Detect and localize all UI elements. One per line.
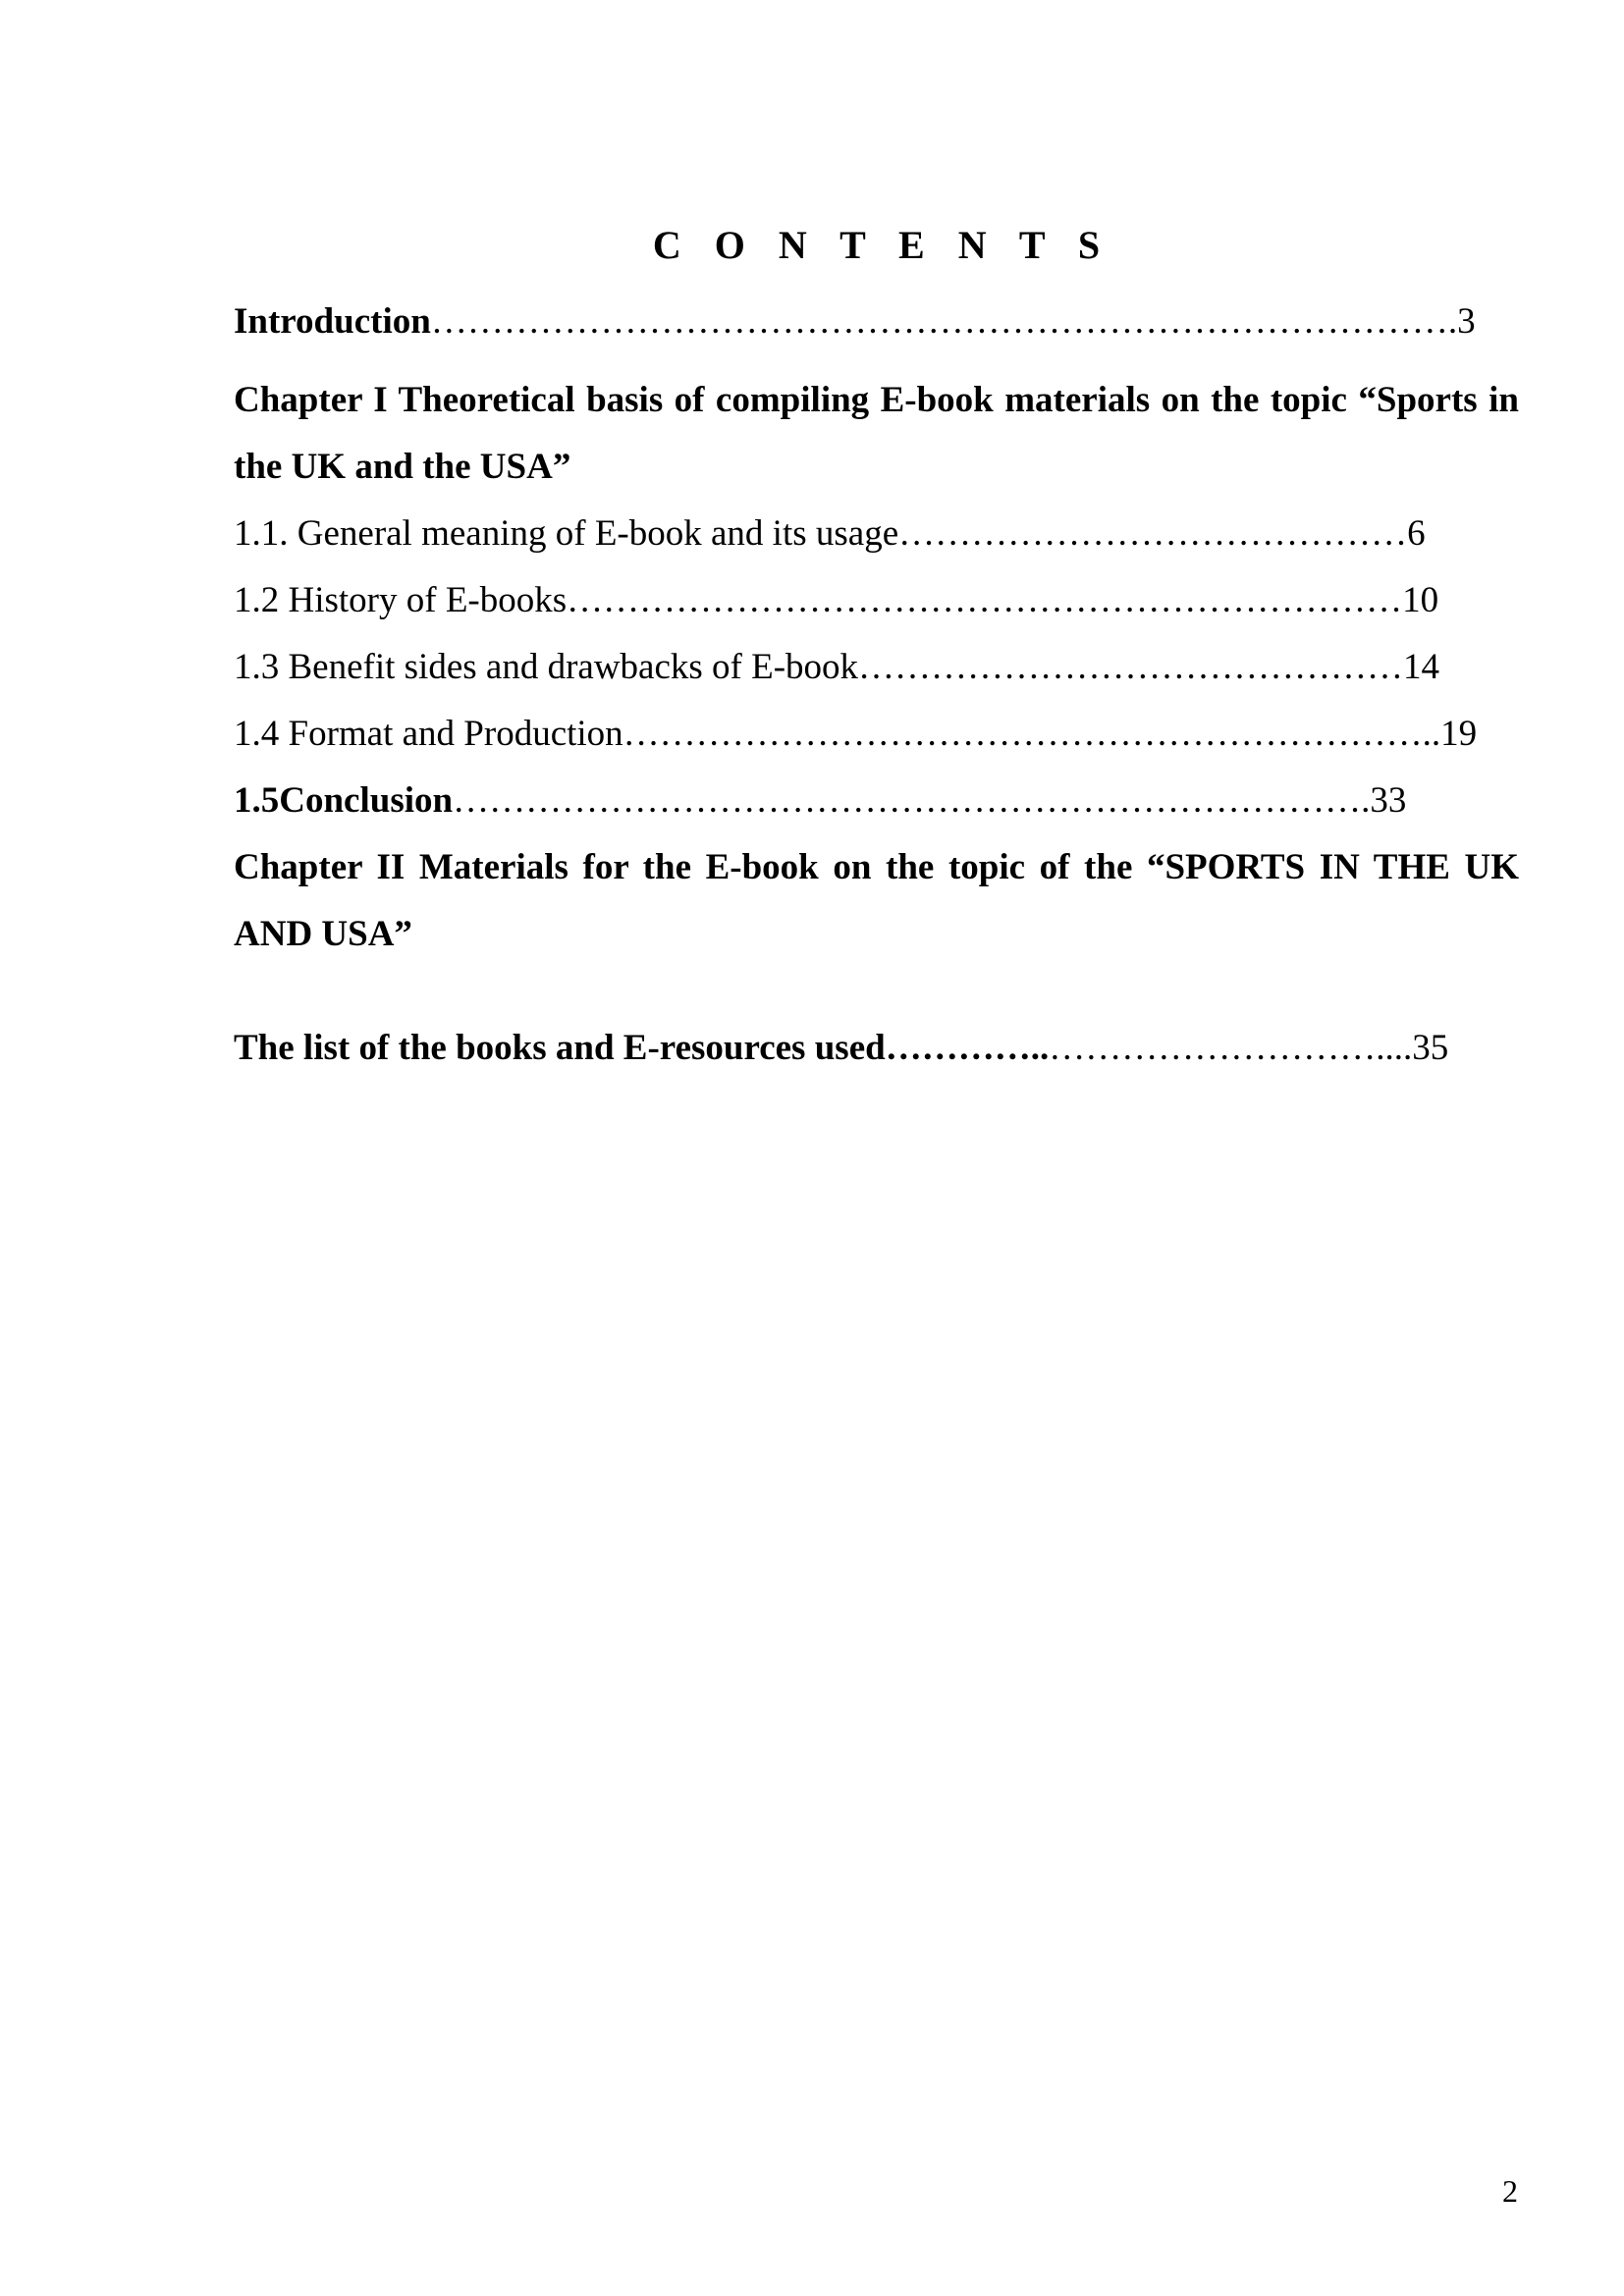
toc-entry-label: The list of the books and E-resources used………….. [234, 1028, 1050, 1068]
toc-leader-dots: …………………………………………………………………. [453, 780, 1371, 821]
page-number: 2 [1502, 2173, 1518, 2209]
toc-leader-dots: …………………………………………………………………………. [430, 301, 1458, 342]
toc-chapter-1-heading: Chapter I Theoretical basis of compiling E-book materials on the topic “Sports in the UK and the USA” [234, 380, 1519, 487]
toc-page-number: 33 [1370, 780, 1407, 821]
toc-entry-introduction [234, 289, 1519, 355]
toc-entry-1-4: 1.4 Format and Production…………………………………………………………..19 [234, 714, 1478, 754]
toc-page-number: 3 [1457, 301, 1476, 342]
spacer [234, 968, 1519, 1015]
toc-page-number: ..35 [1393, 1028, 1449, 1068]
toc-entry-1-3: 1.3 Benefit sides and drawbacks of E-book………………………………………14 [234, 647, 1440, 687]
table-of-contents [234, 216, 1519, 1082]
toc-leader-dots: ……………………….. [1049, 1028, 1394, 1068]
toc-entry-label: 1.5Conclusion [234, 780, 454, 821]
toc-entry-1-5 [234, 768, 1519, 834]
toc-entry-1-2: 1.2 History of E-books……………………………………………………………10 [234, 580, 1439, 620]
contents-heading: C O N T E N T S [652, 223, 1112, 267]
toc-entry-1-1: 1.1. General meaning of E-book and its usage……………………………………6 [234, 513, 1426, 554]
toc-entry-label: Introduction [234, 301, 431, 342]
toc-chapter-2-heading: Chapter II Materials for the E-book on the topic of the “SPORTS IN THE UK AND USA” [234, 847, 1519, 954]
toc-entry-books-list [234, 1015, 1519, 1082]
